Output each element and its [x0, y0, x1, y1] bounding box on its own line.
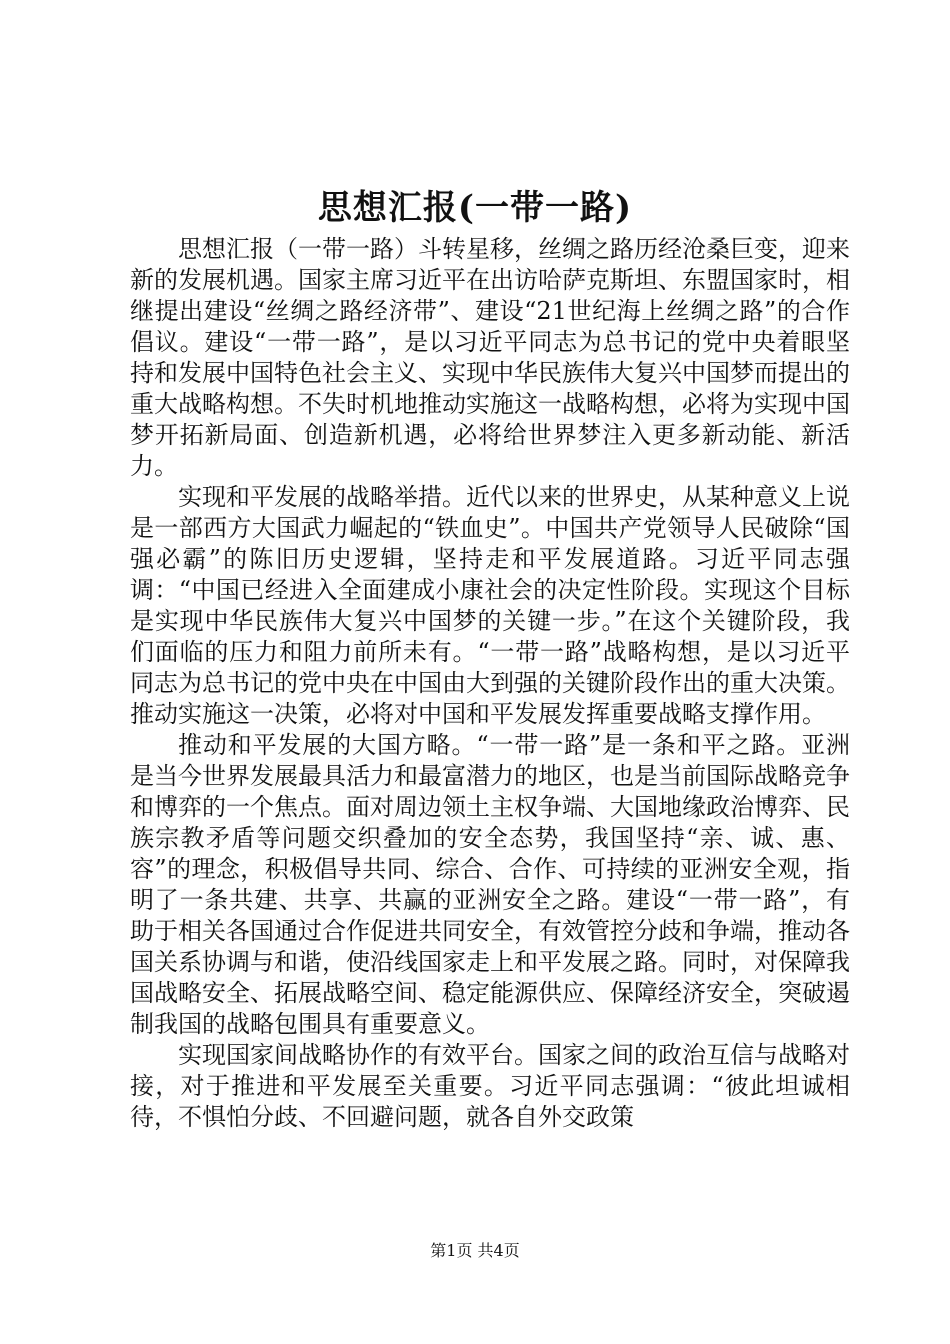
paragraph-4: 实现国家间战略协作的有效平台。国家之间的政治互信与战略对接，对于推进和平发展至关重要。习近平同志强调：“彼此坦诚相待，不惧怕分歧、不回避问题，就各自外交政策 [130, 1041, 850, 1131]
paragraph-3: 推动和平发展的大国方略。“一带一路”是一条和平之路。亚洲是当今世界发展最具活力和最富潜力的地区，也是当前国际战略竞争和博弈的一个焦点。面对周边领土主权争端、大国地缘政治博弈、民族宗教矛盾等问题交织叠加的安全态势，我国坚持“亲、诚、惠、容”的理念，积极倡导共同、综合、合作、可持续的亚洲安全观，指明了一条共建、共享、共赢的亚洲安全之路。建设“一带一路”，有助于相关各国通过合作促进共同安全，有效管控分歧和争端，推动各国关系协调与和谐，使沿线国家走上和平发展之路。同时，对保障我国战略安全、拓展战略空间、稳定能源供应、保障经济安全，突破遏制我国的战略包围具有重要意义。 [130, 731, 850, 1038]
paragraph-2: 实现和平发展的战略举措。近代以来的世界史，从某种意义上说是一部西方大国武力崛起的“铁血史”。中国共产党领导人民破除“国强必霸”的陈旧历史逻辑，坚持走和平发展道路。习近平同志强调：“中国已经进入全面建成小康社会的决定性阶段。实现这个目标是实现中华民族伟大复兴中国梦的关键一步。”在这个关键阶段，我们面临的压力和阻力前所未有。“一带一路”战略构想，是以习近平同志为总书记的党中央在中国由大到强的关键阶段作出的重大决策。推动实施这一决策，必将对中国和平发展发挥重要战略支撑作用。 [130, 483, 850, 728]
document-title: 思想汇报(一带一路) [317, 188, 633, 228]
document-body [130, 234, 850, 1133]
paragraph-1: 思想汇报（一带一路）斗转星移，丝绸之路历经沧桑巨变，迎来新的发展机遇。国家主席习近平在出访哈萨克斯坦、东盟国家时，相继提出建设“丝绸之路经济带”、建设“21世纪海上丝绸之路”的合作倡议。建设“一带一路”，是以习近平同志为总书记的党中央着眼坚持和发展中国特色社会主义、实现中华民族伟大复兴中国梦而提出的重大战略构想。不失时机地推动实施这一战略构想，必将为实现中国梦开拓新局面、创造新机遇，必将给世界梦注入更多新动能、新活力。 [130, 235, 850, 480]
page-footer: 第1页 共4页 [430, 1241, 520, 1260]
